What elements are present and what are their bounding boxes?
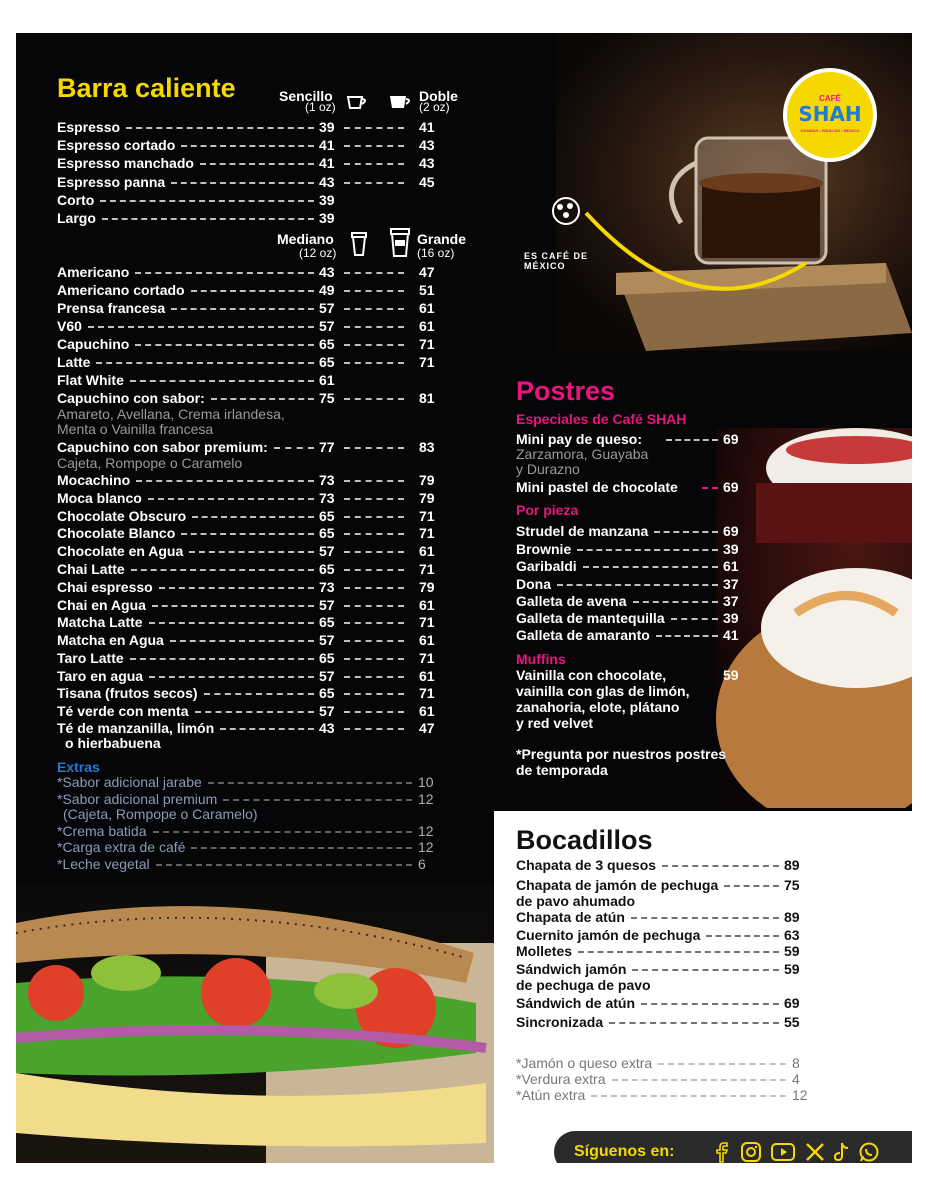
- menu-item-price-1: 57: [319, 703, 335, 719]
- bocadillo-item-leader: [631, 917, 779, 919]
- menu-item-price-1: 73: [319, 490, 335, 506]
- mini-pastel-price: 69: [723, 479, 739, 495]
- pieza-item-leader: [557, 584, 718, 586]
- menu-item-price-1: 57: [319, 632, 335, 648]
- bocadillo-item-price: 89: [784, 857, 800, 873]
- sabor-note-2: Menta o Vainilla francesa: [57, 421, 214, 437]
- menu-item-price-1: 65: [319, 685, 335, 701]
- menu-item-leader-2: [344, 605, 404, 607]
- menu-item-leader: [189, 551, 314, 553]
- menu-item-price-2: 41: [419, 119, 435, 135]
- menu-item-name: Flat White: [57, 372, 124, 388]
- menu-item-name: Espresso: [57, 119, 121, 135]
- mini-pastel-leader: [702, 487, 718, 489]
- pieza-item-name: Galleta de mantequilla: [516, 610, 665, 626]
- menu-item-name: Espresso manchado: [57, 155, 194, 172]
- menu-item-leader: [88, 326, 314, 328]
- menu-item-name: Chai espresso: [57, 579, 153, 595]
- mediano-label: Mediano: [277, 231, 334, 247]
- menu-item-price-2: 71: [419, 685, 435, 701]
- pieza-item-price: 39: [723, 610, 739, 626]
- menu-item-name: Largo: [57, 210, 96, 226]
- menu-item-leader-2: [344, 290, 404, 292]
- logo-cafe-text: CAFÉ: [819, 94, 841, 103]
- muffin-price: 59: [723, 667, 739, 683]
- bocadillo-item-price: 63: [784, 927, 800, 943]
- bocadillo-item-price: 59: [784, 943, 800, 959]
- bocadillo-extra-price: 12: [792, 1087, 808, 1103]
- menu-item-price-1: 39: [319, 119, 335, 135]
- extras-item-price: 10: [418, 774, 434, 790]
- pieza-item-name: Galleta de amaranto: [516, 627, 650, 643]
- menu-item-leader-2: [344, 693, 404, 695]
- menu-item-price-2: 47: [419, 264, 435, 280]
- doble-label: Doble: [419, 88, 458, 104]
- menu-item-price-2: 61: [419, 597, 435, 613]
- menu-item-name: Mocachino: [57, 472, 131, 488]
- menu-item-name: Tisana (frutos secos): [57, 685, 198, 701]
- menu-item-price-2: 61: [419, 632, 435, 648]
- pieza-item-price: 39: [723, 541, 739, 557]
- menu-item-leader: [204, 693, 314, 695]
- extras-item-price: 12: [418, 823, 434, 839]
- menu-item-price-2: 83: [419, 439, 435, 455]
- menu-item-leader: [211, 398, 314, 400]
- menu-item-price-2: 71: [419, 336, 435, 352]
- pieza-item-leader: [577, 549, 718, 551]
- menu-item-price-1: 39: [319, 191, 335, 208]
- menu-item-name: Prensa francesa: [57, 300, 166, 316]
- menu-item-leader: [195, 711, 314, 713]
- bocadillo-extra-name: *Atún extra: [516, 1087, 586, 1103]
- menu-item-price-1: 57: [319, 597, 335, 613]
- menu-item-leader: [181, 145, 314, 147]
- muffin-line-2: vainilla con glas de limón,: [516, 683, 690, 699]
- menu-item-leader-2: [344, 533, 404, 535]
- espresso-double-cup-icon: [388, 93, 414, 111]
- menu-item-price-1: 39: [319, 210, 335, 226]
- menu-item-name: Taro en agua: [57, 668, 144, 684]
- bocadillo-item-name: Sándwich jamón: [516, 961, 627, 977]
- x-icon[interactable]: [804, 1142, 826, 1162]
- menu-item-price-2: 61: [419, 703, 435, 719]
- menu-item-price-1: 65: [319, 561, 335, 577]
- dessert-photo: [716, 428, 912, 808]
- menu-item-leader-2: [344, 326, 404, 328]
- menu-item-price-2: 71: [419, 354, 435, 370]
- menu-item-name: Taro Latte: [57, 650, 124, 666]
- extras-item-leader: [208, 782, 412, 784]
- bocadillo-extra-name: *Verdura extra: [516, 1071, 606, 1087]
- pieza-item-name: Strudel de manzana: [516, 523, 649, 539]
- large-cup-icon: [389, 226, 411, 258]
- menu-item-leader: [136, 480, 314, 482]
- menu-item-price-1: 65: [319, 650, 335, 666]
- social-footer: [554, 1131, 912, 1163]
- sencillo-label: Sencillo: [279, 88, 333, 104]
- menu-item-price-1: 73: [319, 472, 335, 488]
- menu-item-name: Capuchino con sabor premium:: [57, 439, 268, 455]
- extras-item-name: *Sabor adicional premium: [57, 791, 218, 807]
- bocadillo-item-name: Chapata de atún: [516, 909, 625, 925]
- te-note: o hierbabuena: [65, 735, 161, 751]
- pieza-item-price: 37: [723, 576, 739, 592]
- mediano-oz: (12 oz): [299, 246, 337, 260]
- pieza-item-leader: [656, 635, 718, 637]
- menu-item-price-1: 57: [319, 543, 335, 559]
- bocadillo-extra-price: 4: [792, 1071, 800, 1087]
- menu-item-leader-2: [344, 622, 404, 624]
- cafe-de-mexico-badge: [522, 181, 632, 271]
- pieza-item-price: 61: [723, 558, 739, 574]
- bocadillo-extra-leader: [658, 1063, 786, 1065]
- menu-item-price-2: 79: [419, 472, 435, 488]
- menu-item-price-1: 61: [319, 372, 335, 388]
- tiktok-icon[interactable]: [832, 1141, 852, 1163]
- extras-item-name: *Carga extra de café: [57, 839, 186, 855]
- logo-tagline: CHAMAS • HIDALGO • MEXICO: [800, 128, 860, 133]
- bocadillo-item-leader: [609, 1022, 779, 1024]
- menu-item-price-1: 57: [319, 668, 335, 684]
- menu-item-leader: [220, 728, 314, 730]
- pregunta-line-1: *Pregunta por nuestros postres: [516, 746, 727, 762]
- por-pieza-title: Por pieza: [516, 502, 579, 518]
- menu-item-price-2: 71: [419, 525, 435, 541]
- menu-item-name: Chai Latte: [57, 561, 125, 577]
- bocadillo-item-name: Sincronizada: [516, 1014, 604, 1030]
- menu-item-leader-2: [344, 587, 404, 589]
- mini-pay-note-2: y Durazno: [516, 461, 580, 477]
- menu-item-name: Chocolate Obscuro: [57, 508, 187, 524]
- bocadillo-item-name: Chapata de jamón de pechuga: [516, 877, 719, 893]
- extras-item-price: 6: [418, 856, 426, 872]
- pieza-item-name: Dona: [516, 576, 551, 592]
- menu-item-name: Corto: [57, 191, 95, 208]
- menu-item-price-1: 65: [319, 336, 335, 352]
- social-icons: [712, 1140, 902, 1163]
- menu-item-price-2: 61: [419, 543, 435, 559]
- menu-item-price-1: 41: [319, 155, 335, 172]
- grande-oz: (16 oz): [417, 246, 455, 260]
- medium-cup-icon: [350, 229, 368, 257]
- sabor-note-1: Amareto, Avellana, Crema irlandesa,: [57, 406, 285, 422]
- menu-item-leader: [159, 587, 314, 589]
- postres-title: Postres: [516, 376, 616, 406]
- menu-item-leader-2: [344, 362, 404, 364]
- menu-item-price-2: 47: [419, 720, 435, 736]
- pieza-item-price: 69: [723, 523, 739, 539]
- menu-item-price-1: 57: [319, 318, 335, 334]
- menu-item-leader-2: [344, 447, 404, 449]
- menu-item-leader: [191, 290, 314, 292]
- menu-item-price-1: 75: [319, 390, 335, 406]
- menu-item-leader: [102, 218, 314, 220]
- menu-item-leader-2: [344, 308, 404, 310]
- extras-item-leader: [191, 847, 412, 849]
- mini-pastel-name: Mini pastel de chocolate: [516, 479, 678, 495]
- menu-item-price-2: 51: [419, 282, 435, 298]
- menu-item-leader-2: [344, 398, 404, 400]
- menu-item-name: Chocolate en Agua: [57, 543, 184, 559]
- menu-item-leader: [152, 605, 314, 607]
- menu-item-price-1: 73: [319, 579, 335, 595]
- muffin-line-1: Vainilla con chocolate,: [516, 667, 667, 683]
- menu-item-name: Latte: [57, 354, 91, 370]
- extras-item-name: *Sabor adicional jarabe: [57, 774, 202, 790]
- bocadillo-item-price: 59: [784, 961, 800, 977]
- bocadillo-item-leader: [641, 1003, 779, 1005]
- menu-item-name: Moca blanco: [57, 490, 142, 506]
- barra-caliente-title: Barra caliente: [57, 73, 236, 103]
- menu-item-leader-2: [344, 676, 404, 678]
- menu-item-leader-2: [344, 272, 404, 274]
- pieza-item-name: Galleta de avena: [516, 593, 627, 609]
- menu-item-price-2: 79: [419, 490, 435, 506]
- bocadillo-item-name: Sándwich de atún: [516, 995, 636, 1011]
- menu-item-price-2: 43: [419, 155, 435, 172]
- menu-item-price-1: 43: [319, 173, 335, 190]
- menu-item-leader: [171, 182, 314, 184]
- menu-item-leader-2: [344, 640, 404, 642]
- extras-premium-note: (Cajeta, Rompope o Caramelo): [63, 806, 258, 822]
- muffin-line-3: zanahoria, elote, plátano: [516, 699, 680, 715]
- whatsapp-icon[interactable]: [858, 1141, 880, 1163]
- bocadillo-item-name: Chapata de 3 quesos: [516, 857, 657, 873]
- menu-item-name: Capuchino con sabor:: [57, 390, 205, 406]
- pieza-item-leader: [583, 566, 718, 568]
- mini-pay-note-1: Zarzamora, Guayaba: [516, 446, 649, 462]
- menu-item-name: Americano cortado: [57, 282, 185, 298]
- doble-oz: (2 oz): [419, 100, 450, 114]
- extras-item-price: 12: [418, 791, 434, 807]
- pieza-item-name: Garibaldi: [516, 558, 577, 574]
- badge-text: ES CAFÉ DE MÉXICO: [524, 251, 589, 271]
- menu-item-leader-2: [344, 728, 404, 730]
- menu-item-name: Capuchino: [57, 336, 130, 352]
- premium-note: Cajeta, Rompope o Caramelo: [57, 455, 243, 471]
- instagram-icon[interactable]: [740, 1141, 762, 1163]
- menu-item-price-2: 45: [419, 173, 435, 190]
- extras-item-leader: [156, 864, 412, 866]
- menu-item-price-1: 57: [319, 300, 335, 316]
- menu-item-leader-2: [344, 145, 404, 147]
- menu-item-leader-2: [344, 163, 404, 165]
- menu-item-name: Matcha Latte: [57, 614, 143, 630]
- menu-item-leader-2: [344, 344, 404, 346]
- mini-pay-leader: [666, 439, 718, 441]
- facebook-icon[interactable]: [712, 1140, 732, 1163]
- menu-item-leader-2: [344, 127, 404, 129]
- espresso-cup-icon: [346, 93, 370, 111]
- menu-item-price-1: 65: [319, 614, 335, 630]
- menu-item-name: Té de manzanilla, limón: [57, 720, 215, 736]
- menu-item-name: Espresso cortado: [57, 137, 176, 154]
- grande-label: Grande: [417, 231, 467, 247]
- menu-item-price-1: 49: [319, 282, 335, 298]
- bocadillos-title: Bocadillos: [516, 825, 653, 855]
- menu-item-leader-2: [344, 480, 404, 482]
- menu-item-price-2: 61: [419, 668, 435, 684]
- menu-item-leader-2: [344, 182, 404, 184]
- menu-item-leader: [135, 272, 314, 274]
- menu-item-leader-2: [344, 551, 404, 553]
- menu-item-leader: [171, 308, 314, 310]
- menu-item-price-2: 61: [419, 300, 435, 316]
- menu-item-leader: [96, 362, 314, 364]
- menu-item-leader-2: [344, 516, 404, 518]
- menu-item-price-1: 43: [319, 264, 335, 280]
- bocadillo-item-leader: [578, 951, 779, 953]
- menu-item-price-2: 81: [419, 390, 435, 406]
- menu-item-leader: [274, 447, 314, 449]
- menu-item-price-2: 71: [419, 508, 435, 524]
- menu-item-leader: [170, 640, 314, 642]
- bocadillo-item-name: Molletes: [516, 943, 573, 959]
- menu-item-name: Espresso panna: [57, 173, 166, 190]
- bocadillo-item-leader: [724, 885, 779, 887]
- pieza-item-name: Brownie: [516, 541, 572, 557]
- bocadillo-item-price: 69: [784, 995, 800, 1011]
- muffins-title: Muffins: [516, 651, 566, 667]
- menu-item-leader-2: [344, 711, 404, 713]
- mini-pay-price: 69: [723, 431, 739, 447]
- bocadillo-item-price: 55: [784, 1014, 800, 1030]
- bocadillo-extra-price: 8: [792, 1055, 800, 1071]
- bocadillo-item-leader: [662, 865, 779, 867]
- menu-item-leader: [181, 533, 314, 535]
- menu-item-leader: [126, 127, 314, 129]
- bocadillo-extra-leader: [612, 1079, 786, 1081]
- menu-item-leader: [130, 380, 314, 382]
- bocadillo-item-name: Cuernito jamón de pechuga: [516, 927, 701, 943]
- menu-item-leader: [192, 516, 314, 518]
- menu-item-price-2: 71: [419, 614, 435, 630]
- sencillo-oz: (1 oz): [305, 100, 336, 114]
- cafe-shah-logo: [783, 68, 877, 162]
- bocadillo-extra-name: *Jamón o queso extra: [516, 1055, 653, 1071]
- menu-item-leader: [148, 498, 314, 500]
- extras-item-leader: [153, 831, 412, 833]
- menu-item-price-1: 77: [319, 439, 335, 455]
- pieza-item-leader: [654, 531, 718, 533]
- bocadillo-item-leader: [706, 935, 779, 937]
- logo-shah-text: SHAH: [798, 102, 862, 126]
- bocadillo-item-leader: [632, 969, 779, 971]
- pieza-item-leader: [671, 618, 718, 620]
- mini-pay-name: Mini pay de queso:: [516, 431, 643, 447]
- menu-item-price-1: 41: [319, 137, 335, 154]
- menu-item-leader: [149, 676, 314, 678]
- menu-item-price-1: 65: [319, 525, 335, 541]
- menu-page: [16, 33, 912, 1163]
- menu-item-price-2: 43: [419, 137, 435, 154]
- menu-item-name: Americano: [57, 264, 130, 280]
- menu-item-leader: [130, 658, 314, 660]
- extras-item-name: *Crema batida: [57, 823, 147, 839]
- bocadillo-extra-leader: [591, 1095, 786, 1097]
- menu-item-name: V60: [57, 318, 82, 334]
- menu-item-leader-2: [344, 569, 404, 571]
- muffin-line-4: y red velvet: [516, 715, 594, 731]
- menu-item-leader: [135, 344, 314, 346]
- bocadillo-item-price: 89: [784, 909, 800, 925]
- youtube-icon[interactable]: [770, 1142, 796, 1162]
- menu-item-price-2: 61: [419, 318, 435, 334]
- menu-item-name: Matcha en Agua: [57, 632, 164, 648]
- menu-item-name: Chocolate Blanco: [57, 525, 176, 541]
- sandwich-note: de pechuga de pavo: [516, 977, 651, 993]
- extras-item-price: 12: [418, 839, 434, 855]
- menu-item-price-1: 43: [319, 720, 335, 736]
- menu-item-leader: [100, 200, 314, 202]
- menu-item-name: Chai en Agua: [57, 597, 146, 613]
- menu-item-leader-2: [344, 658, 404, 660]
- extras-item-leader: [223, 799, 412, 801]
- menu-item-price-2: 79: [419, 579, 435, 595]
- menu-item-price-1: 65: [319, 508, 335, 524]
- menu-item-leader-2: [344, 498, 404, 500]
- menu-item-leader: [200, 163, 314, 165]
- menu-item-name: Té verde con menta: [57, 703, 189, 719]
- especiales-title: Especiales de Café SHAH: [516, 411, 687, 427]
- pregunta-line-2: de temporada: [516, 762, 608, 778]
- menu-item-price-1: 65: [319, 354, 335, 370]
- extras-title: Extras: [57, 759, 100, 775]
- pieza-item-price: 37: [723, 593, 739, 609]
- menu-item-price-2: 71: [419, 561, 435, 577]
- bocadillo-item-price: 75: [784, 877, 800, 893]
- sandwich-photo: [16, 883, 494, 1163]
- menu-item-leader: [149, 622, 314, 624]
- pavo-note: de pavo ahumado: [516, 893, 636, 909]
- menu-item-price-2: 71: [419, 650, 435, 666]
- menu-item-leader: [131, 569, 314, 571]
- siguenos-label: Síguenos en:: [574, 1143, 675, 1160]
- pieza-item-price: 41: [723, 627, 739, 643]
- extras-item-name: *Leche vegetal: [57, 856, 150, 872]
- pieza-item-leader: [633, 601, 718, 603]
